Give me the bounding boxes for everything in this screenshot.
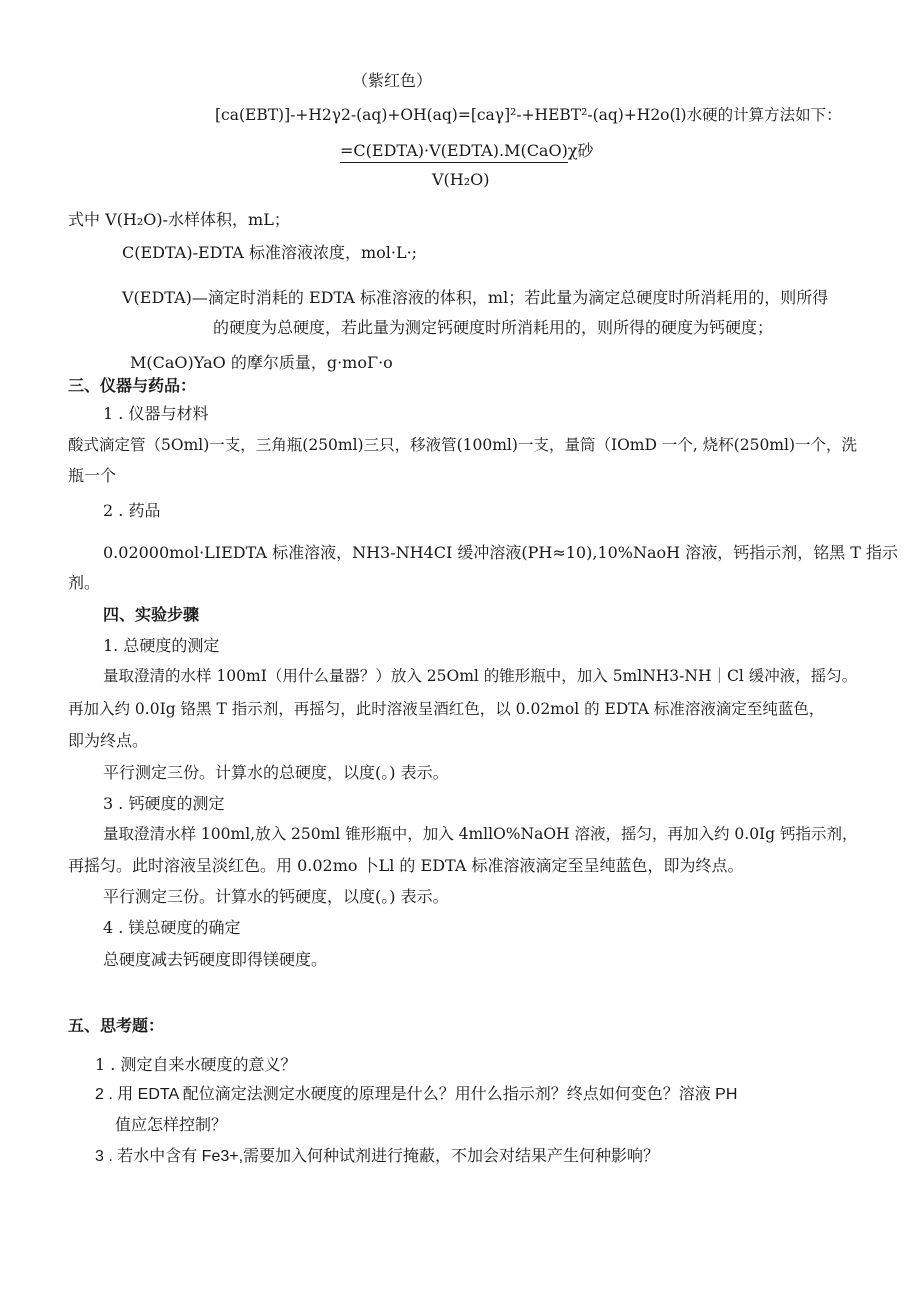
formula-denominator: V(H₂O) — [432, 170, 490, 189]
step1-line3: 即为终点。 — [68, 731, 149, 750]
section3-item1-title: 1 . 仪器与材料 — [103, 404, 209, 423]
color-label: （紫红色） — [352, 71, 433, 90]
step3-line2: 再摇匀。此时溶液呈淡红色。用 0.02mo 卜Ll 的 EDTA 标准溶液滴定至呈纯蓝色，即为终点。 — [68, 856, 744, 875]
question-1: 1 . 测定自来水硬度的意义？ — [95, 1055, 297, 1074]
step1-line4: 平行测定三份。计算水的总硬度，以度(。) 表示。 — [103, 763, 449, 782]
formula-numerator-text: =C(EDTA)·V(EDTA).M(CaO) — [340, 141, 568, 163]
section4-heading: 四、实验步骤 — [103, 605, 200, 624]
section5-heading: 五、思考题： — [68, 1016, 165, 1035]
formula-numerator — [340, 143, 594, 159]
step4-line1: 总硬度减去钙硬度即得镁硬度。 — [103, 950, 328, 969]
step1-line2: 再加入约 0.0Ig 铬黑 T 指示剂，再摇匀，此时溶液呈酒红色，以 0.02mol 的 EDTA 标准溶液滴定至纯蓝色， — [68, 700, 825, 718]
question-2-line1: 2 . 用 EDTA 配位滴定法测定水硬度的原理是什么？用什么指示剂？终点如何变色？溶液 PH — [95, 1086, 738, 1103]
section3-heading: 三、仪器与药品： — [68, 376, 197, 395]
question-2-line2: 值应怎样控制？ — [115, 1115, 228, 1134]
step1-line1: 量取澄清的水样 100mI（用什么量器？）放入 25Oml 的锥形瓶中，加入 5mlNH3-NH｜Cl 缓冲液，摇匀。 — [103, 667, 858, 685]
section3-item1-line1: 酸式滴定管（5Oml)一支，三角瓶(250ml)三只，移液管(100ml)一支，量筒（IOmD 一个, 烧杯(250ml)一个，洗 — [68, 436, 858, 454]
formula-numerator-suffix: χ砂 — [567, 141, 594, 160]
section3-item2-title: 2 . 药品 — [103, 501, 161, 520]
definition-intro: 式中 V(H₂O)-水样体积，mL； — [68, 210, 290, 229]
definition-c-edta: C(EDTA)-EDTA 标准溶液浓度，mol·L·; — [122, 243, 418, 262]
step3-title: 3 . 钙硬度的测定 — [103, 794, 225, 813]
definition-m-cao: M(CaO)YaO 的摩尔质量，g·moΓ·o — [130, 353, 393, 372]
step3-line1: 量取澄清水样 100ml,放入 250ml 锥形瓶中，加入 4mllO%NaOH 溶液，摇匀，再加入约 0.0Ig 钙指示剂， — [103, 825, 858, 843]
section3-item1-line2: 瓶一个 — [68, 466, 117, 485]
step1-title: 1. 总硬度的测定 — [103, 636, 220, 655]
step4-title: 4 . 镁总硬度的确定 — [103, 918, 241, 937]
section3-item2-line2: 剂。 — [68, 573, 101, 592]
question-3: 3 . 若水中含有 Fe3+,需要加入何种试剂进行掩蔽，不加会对结果产生何种影响？ — [95, 1148, 660, 1165]
section3-item2-line1: 0.02000mol·LIEDTA 标准溶液，NH3-NH4CI 缓冲溶液(PH≈10),10%NaoH 溶液，钙指示剂，铭黑 T 指示 — [103, 543, 899, 562]
definition-v-edta-line1: V(EDTA)—滴定时消耗的 EDTA 标准溶液的体积，ml；若此量为滴定总硬度时所消耗用的，则所得 — [122, 288, 829, 307]
reaction-equation: [ca(EBT)]-+H2γ2-(aq)+OH(aq)=[caγ]²-+HEBT²-(aq)+H2o(l)水硬的计算方法如下： — [215, 106, 842, 124]
step3-line3: 平行测定三份。计算水的钙硬度，以度(。) 表示。 — [103, 887, 449, 906]
definition-v-edta-line2: 的硬度为总硬度，若此量为测定钙硬度时所消耗用的，则所得的硬度为钙硬度； — [213, 318, 774, 337]
